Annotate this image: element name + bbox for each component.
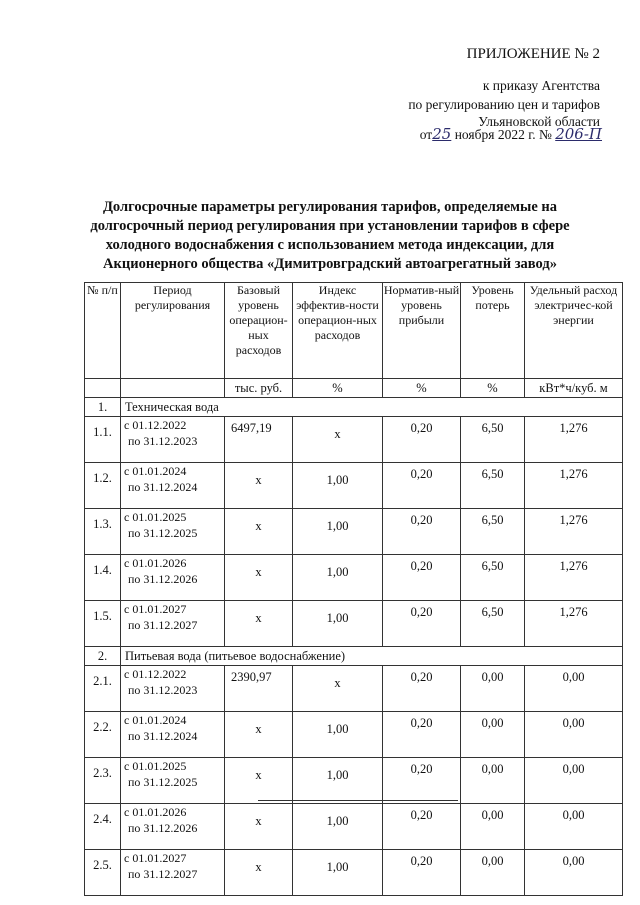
order-reference <box>420 125 602 143</box>
row-profit-level: 0,20 <box>383 850 461 896</box>
row-profit-level: 0,20 <box>383 804 461 850</box>
row-profit-level: 0,20 <box>383 509 461 555</box>
row-period <box>121 555 225 601</box>
row-number: 1.5. <box>85 601 121 647</box>
row-efficiency-index: 1,00 <box>293 509 383 555</box>
parameters-table <box>84 282 623 896</box>
row-energy-consumption: 1,276 <box>525 555 623 601</box>
row-base-costs: x <box>225 555 293 601</box>
table-row <box>85 555 623 601</box>
row-number: 2.4. <box>85 804 121 850</box>
row-efficiency-index: 1,00 <box>293 601 383 647</box>
unit-empty <box>85 379 121 398</box>
section-row <box>85 647 623 666</box>
row-energy-consumption: 1,276 <box>525 417 623 463</box>
row-profit-level: 0,20 <box>383 417 461 463</box>
row-loss-level: 0,00 <box>461 666 525 712</box>
row-efficiency-index: 1,00 <box>293 712 383 758</box>
row-number: 1.3. <box>85 509 121 555</box>
bottom-divider <box>258 800 458 801</box>
table-row <box>85 666 623 712</box>
row-base-costs: 6497,19 <box>225 417 293 463</box>
row-number: 2.1. <box>85 666 121 712</box>
table-header-row <box>85 283 623 379</box>
row-number: 2.2. <box>85 712 121 758</box>
row-number: 2.5. <box>85 850 121 896</box>
period-from: с 01.01.2026 <box>124 805 187 819</box>
appendix-line-2: по регулированию цен и тарифов <box>408 97 600 112</box>
period-to: по 31.12.2023 <box>128 683 198 697</box>
row-period <box>121 601 225 647</box>
row-profit-level: 0,20 <box>383 555 461 601</box>
row-energy-consumption: 0,00 <box>525 804 623 850</box>
row-loss-level: 0,00 <box>461 712 525 758</box>
row-efficiency-index: 1,00 <box>293 463 383 509</box>
header-profit: Норматив-ный уровень прибыли <box>383 283 461 379</box>
row-base-costs: x <box>225 758 293 804</box>
row-profit-level: 0,20 <box>383 758 461 804</box>
period-to: по 31.12.2025 <box>128 526 198 540</box>
row-loss-level: 6,50 <box>461 601 525 647</box>
period-from: с 01.01.2024 <box>124 713 187 727</box>
table-row <box>85 601 623 647</box>
section-label: Питьевая вода (питьевое водоснабжение) <box>121 647 623 666</box>
table-row <box>85 804 623 850</box>
row-energy-consumption: 0,00 <box>525 666 623 712</box>
unit-index: % <box>293 379 383 398</box>
period-from: с 01.01.2027 <box>124 602 187 616</box>
row-period <box>121 417 225 463</box>
order-number: 206-П <box>555 125 602 143</box>
row-loss-level: 0,00 <box>461 850 525 896</box>
row-period <box>121 463 225 509</box>
header-energy: Удельный расход электричес-кой энергии <box>525 283 623 379</box>
row-base-costs: x <box>225 601 293 647</box>
order-prefix: от <box>419 127 433 142</box>
row-profit-level: 0,20 <box>383 666 461 712</box>
row-efficiency-index: 1,00 <box>293 555 383 601</box>
unit-empty <box>121 379 225 398</box>
period-to: по 31.12.2027 <box>128 618 198 632</box>
period-to: по 31.12.2026 <box>128 572 198 586</box>
row-number: 1.1. <box>85 417 121 463</box>
section-label: Техническая вода <box>121 398 623 417</box>
row-period <box>121 758 225 804</box>
header-period: Период регулирования <box>121 283 225 379</box>
row-loss-level: 6,50 <box>461 509 525 555</box>
row-loss-level: 6,50 <box>461 555 525 601</box>
row-base-costs: x <box>225 712 293 758</box>
appendix-line-1: к приказу Агентства <box>482 78 600 93</box>
row-number: 1.2. <box>85 463 121 509</box>
row-efficiency-index: 1,00 <box>293 850 383 896</box>
unit-profit: % <box>383 379 461 398</box>
unit-base: тыс. руб. <box>225 379 293 398</box>
row-efficiency-index: x <box>293 666 383 712</box>
row-energy-consumption: 0,00 <box>525 758 623 804</box>
period-from: с 01.12.2022 <box>124 418 187 432</box>
row-base-costs: x <box>225 463 293 509</box>
period-to: по 31.12.2025 <box>128 775 198 789</box>
row-loss-level: 0,00 <box>461 758 525 804</box>
document-title: Долгосрочные параметры регулирования тарифов, определяемые на долгосрочный период регулирования при установлении тарифов в сфере холодного водоснабжения с использованием метода индексации, для Акционерного общества «Димитровградский автоагрегатный завод» <box>90 199 570 272</box>
period-to: по 31.12.2026 <box>128 821 198 835</box>
header-index: Индекс эффектив-ности операцион-ных расходов <box>293 283 383 379</box>
row-loss-level: 6,50 <box>461 463 525 509</box>
header-base: Базовый уровень операцион-ных расходов <box>225 283 293 379</box>
row-energy-consumption: 1,276 <box>525 509 623 555</box>
units-row <box>85 379 623 398</box>
row-number: 2.3. <box>85 758 121 804</box>
row-period <box>121 509 225 555</box>
row-profit-level: 0,20 <box>383 712 461 758</box>
period-to: по 31.12.2027 <box>128 867 198 881</box>
row-profit-level: 0,20 <box>383 463 461 509</box>
period-from: с 01.01.2025 <box>124 510 187 524</box>
unit-energy: кВт*ч/куб. м <box>525 379 623 398</box>
section-row <box>85 398 623 417</box>
row-base-costs: x <box>225 509 293 555</box>
section-number: 2. <box>85 647 121 666</box>
table-row <box>85 758 623 804</box>
row-efficiency-index: 1,00 <box>293 804 383 850</box>
appendix-title: ПРИЛОЖЕНИЕ № 2 <box>466 46 600 62</box>
section-number: 1. <box>85 398 121 417</box>
row-energy-consumption: 1,276 <box>525 601 623 647</box>
header-num: № п/п <box>85 283 121 379</box>
row-period <box>121 666 225 712</box>
period-to: по 31.12.2023 <box>128 434 198 448</box>
table-row <box>85 712 623 758</box>
table-row <box>85 509 623 555</box>
table-row <box>85 417 623 463</box>
period-from: с 01.01.2024 <box>124 464 187 478</box>
period-from: с 01.01.2026 <box>124 556 187 570</box>
table-row <box>85 850 623 896</box>
row-efficiency-index: x <box>293 417 383 463</box>
appendix-line-3: Ульяновской области <box>478 114 600 129</box>
order-middle: ноября 2022 г. № <box>454 127 552 142</box>
row-energy-consumption: 0,00 <box>525 712 623 758</box>
row-period <box>121 804 225 850</box>
row-base-costs: x <box>225 804 293 850</box>
row-loss-level: 6,50 <box>461 417 525 463</box>
table-row <box>85 463 623 509</box>
period-from: с 01.01.2025 <box>124 759 187 773</box>
row-period <box>121 712 225 758</box>
header-losses: Уровень потерь <box>461 283 525 379</box>
unit-losses: % <box>461 379 525 398</box>
row-energy-consumption: 1,276 <box>525 463 623 509</box>
row-base-costs: 2390,97 <box>225 666 293 712</box>
period-to: по 31.12.2024 <box>128 480 198 494</box>
row-efficiency-index: 1,00 <box>293 758 383 804</box>
row-number: 1.4. <box>85 555 121 601</box>
row-period <box>121 850 225 896</box>
row-profit-level: 0,20 <box>383 601 461 647</box>
row-energy-consumption: 0,00 <box>525 850 623 896</box>
order-day: 25 <box>432 125 452 143</box>
period-from: с 01.12.2022 <box>124 667 187 681</box>
row-base-costs: x <box>225 850 293 896</box>
period-to: по 31.12.2024 <box>128 729 198 743</box>
period-from: с 01.01.2027 <box>124 851 187 865</box>
row-loss-level: 0,00 <box>461 804 525 850</box>
